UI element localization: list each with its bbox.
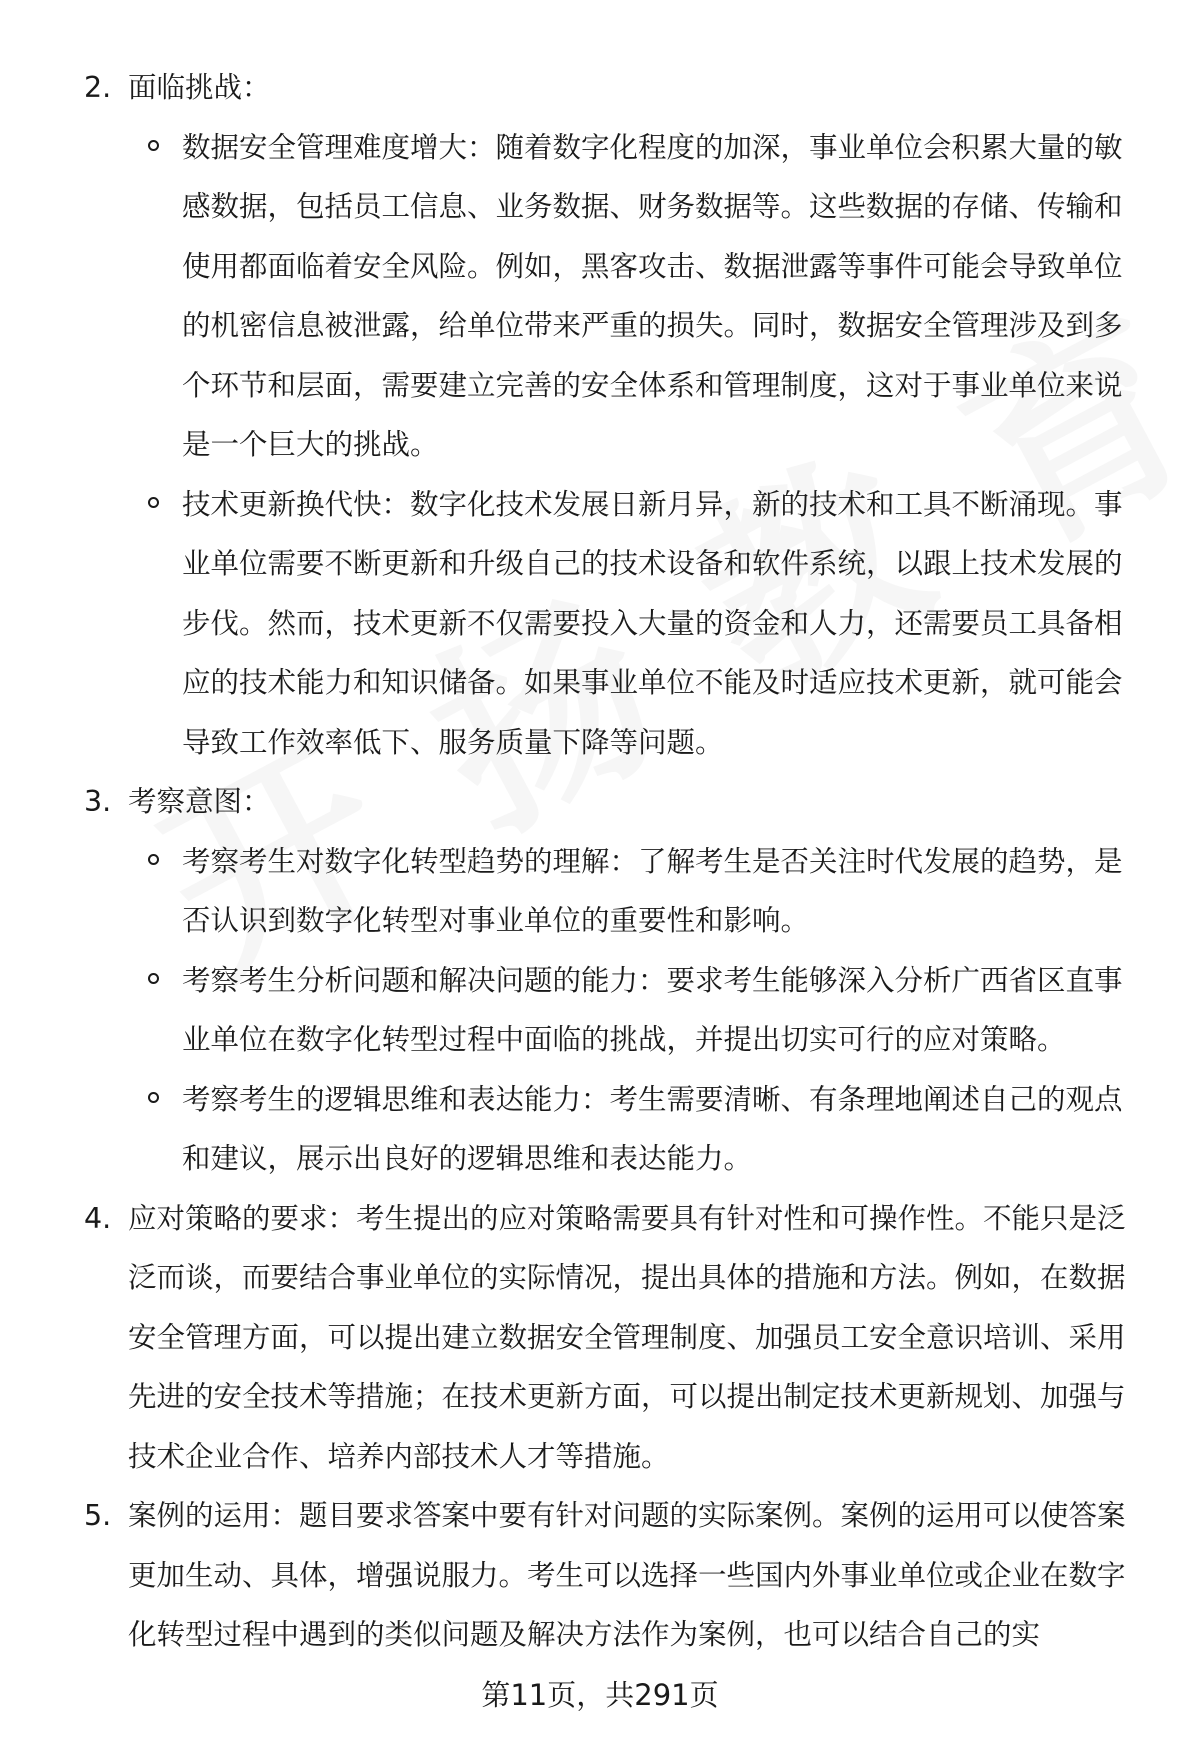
numbered-item-4: [0, 1189, 1200, 1487]
list-item-text: 数据安全管理难度增大：随着数字化程度的加深，事业单位会积累大量的敏感数据，包括员工信息、业务数据、财务数据等。这些数据的存储、传输和使用都面临着安全风险。例如，黑客攻击、数据泄露等事件可能会导致单位的机密信息被泄露，给单位带来严重的损失。同时，数据安全管理涉及到多个环节和层面，需要建立完善的安全体系和管理制度，这对于事业单位来说是一个巨大的挑战。: [182, 130, 1123, 461]
circle-bullet-icon: [148, 497, 159, 508]
item-number: 2.: [84, 71, 112, 104]
numbered-item-2: [0, 58, 1200, 118]
list-item: [0, 118, 1200, 475]
list-item: [0, 832, 1200, 951]
item-number: 5.: [84, 1499, 112, 1532]
item-number: 4.: [84, 1201, 112, 1235]
circle-bullet-icon: [148, 854, 159, 865]
item-text: 应对策略的要求：考生提出的应对策略需要具有针对性和可操作性。不能只是泛泛而谈，而要结合事业单位的实际情况，提出具体的措施和方法。例如，在数据安全管理方面，可以提出建立数据安全管理制度、加强员工安全意识培训、采用先进的安全技术等措施；在技术更新方面，可以提出制定技术更新规划、加强与技术企业合作、培养内部技术人才等措施。: [128, 1201, 1126, 1473]
list-item-text: 考察考生的逻辑思维和表达能力：考生需要清晰、有条理地阐述自己的观点和建议，展示出良好的逻辑思维和表达能力。: [182, 1082, 1123, 1175]
sub-list-intent: [0, 832, 1200, 1189]
item-text: 案例的运用：题目要求答案中要有针对问题的实际案例。案例的运用可以使答案更加生动、具体，增强说服力。考生可以选择一些国内外事业单位或企业在数字化转型过程中遇到的类似问题及解决方法作为案例，也可以结合自己的实: [128, 1499, 1126, 1651]
page-number: 第11页，共291页: [481, 1678, 719, 1712]
list-item: [0, 1070, 1200, 1189]
list-item-text: 考察考生分析问题和解决问题的能力：要求考生能够深入分析广西省区直事业单位在数字化转型过程中面临的挑战，并提出切实可行的应对策略。: [182, 963, 1123, 1056]
numbered-item-5: [0, 1486, 1200, 1665]
sub-list-challenges: [0, 118, 1200, 773]
numbered-item-3: [0, 772, 1200, 832]
item-label: 考察意图：: [128, 785, 271, 818]
list-item-text: 考察考生对数字化转型趋势的理解：了解考生是否关注时代发展的趋势，是否认识到数字化转型对事业单位的重要性和影响。: [182, 844, 1123, 937]
circle-bullet-icon: [148, 1092, 159, 1103]
circle-bullet-icon: [148, 973, 159, 984]
item-label: 面临挑战：: [128, 71, 271, 104]
item-number: 3.: [84, 785, 112, 818]
page-footer: [0, 1670, 1200, 1720]
circle-bullet-icon: [148, 140, 159, 151]
list-item-text: 技术更新换代快：数字化技术发展日新月异，新的技术和工具不断涌现。事业单位需要不断更新和升级自己的技术设备和软件系统，以跟上技术发展的步伐。然而，技术更新不仅需要投入大量的资金和人力，还需要员工具备相应的技术能力和知识储备。如果事业单位不能及时适应技术更新，就可能会导致工作效率低下、服务质量下降等问题。: [182, 487, 1123, 759]
list-item: [0, 951, 1200, 1070]
document-content: [0, 58, 1200, 1665]
list-item: [0, 475, 1200, 773]
